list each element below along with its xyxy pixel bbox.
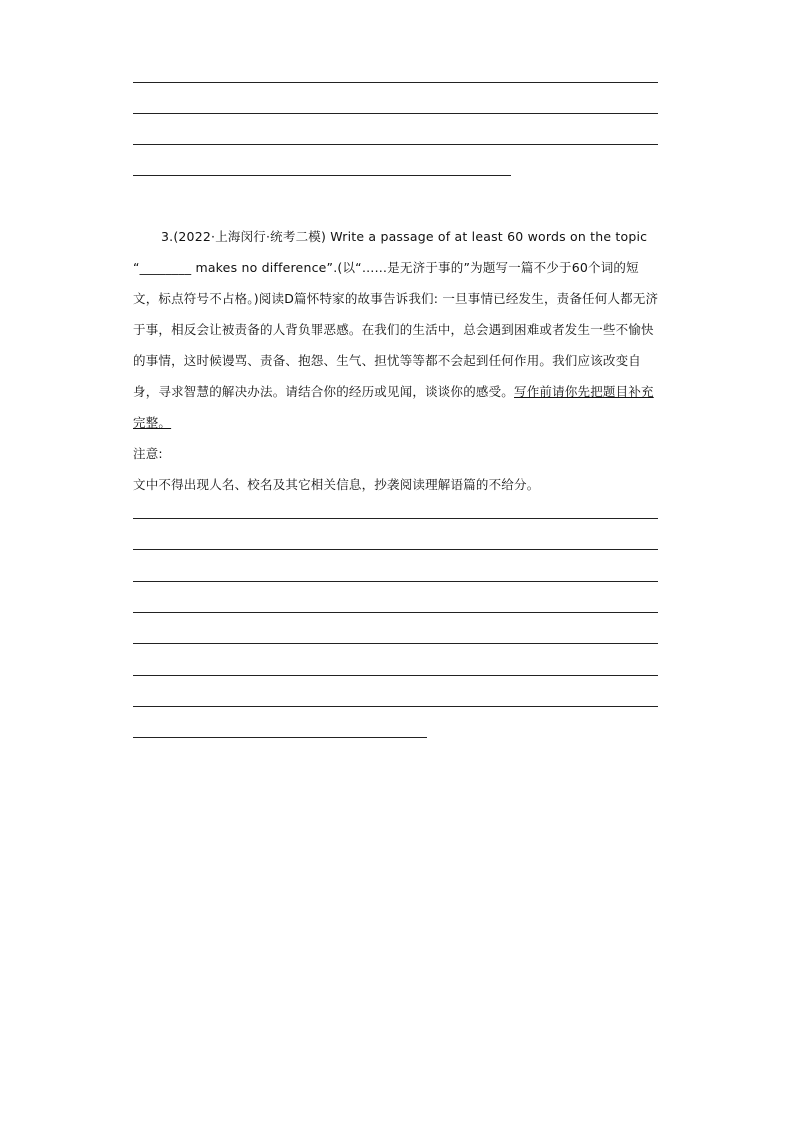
writing-line [133, 643, 658, 644]
notice-label: 注意: [133, 446, 163, 461]
notice-text: 文中不得出现人名、校名及其它相关信息，抄袭阅读理解语篇的不给分。 [133, 477, 540, 492]
answer-line [133, 113, 658, 114]
question-prompt-en: Write a passage of at least 60 words on the topic “________ makes no difference”. [133, 229, 648, 275]
question-prompt-cn: (以“……是无济于事的”为题写一篇不少于60个词的短文，标点符号不占格。)阅读D篇怀特家的故事告诉我们: 一旦事情已经发生，责备任何人都无济于事，相反会让被责备的人背负罪恶感。在我们的生活中，总会遇到困难或者发生一些不愉快的事情，这时候谩骂、责备、抱怨、生气、担忧等等都不会起到任何作用。我们应该改变自身，寻求智慧的解决办法。请结合你的经历或见闻，谈谈你的感受。 [133, 260, 659, 399]
writing-line [133, 612, 658, 613]
underlined-instruction: 写作前请你先把题目补充完整。 [133, 384, 654, 430]
answer-line [133, 144, 658, 145]
question-3 [133, 221, 659, 500]
question-text [133, 221, 659, 438]
question-number: 3. [161, 229, 174, 244]
writing-line [133, 706, 658, 707]
writing-line [133, 518, 658, 519]
writing-line [133, 737, 427, 738]
writing-line [133, 675, 658, 676]
question-source: (2022·上海闵行·统考二模) [173, 229, 327, 244]
writing-line [133, 581, 658, 582]
writing-line [133, 549, 658, 550]
answer-line [133, 82, 658, 83]
answer-line [133, 175, 511, 176]
